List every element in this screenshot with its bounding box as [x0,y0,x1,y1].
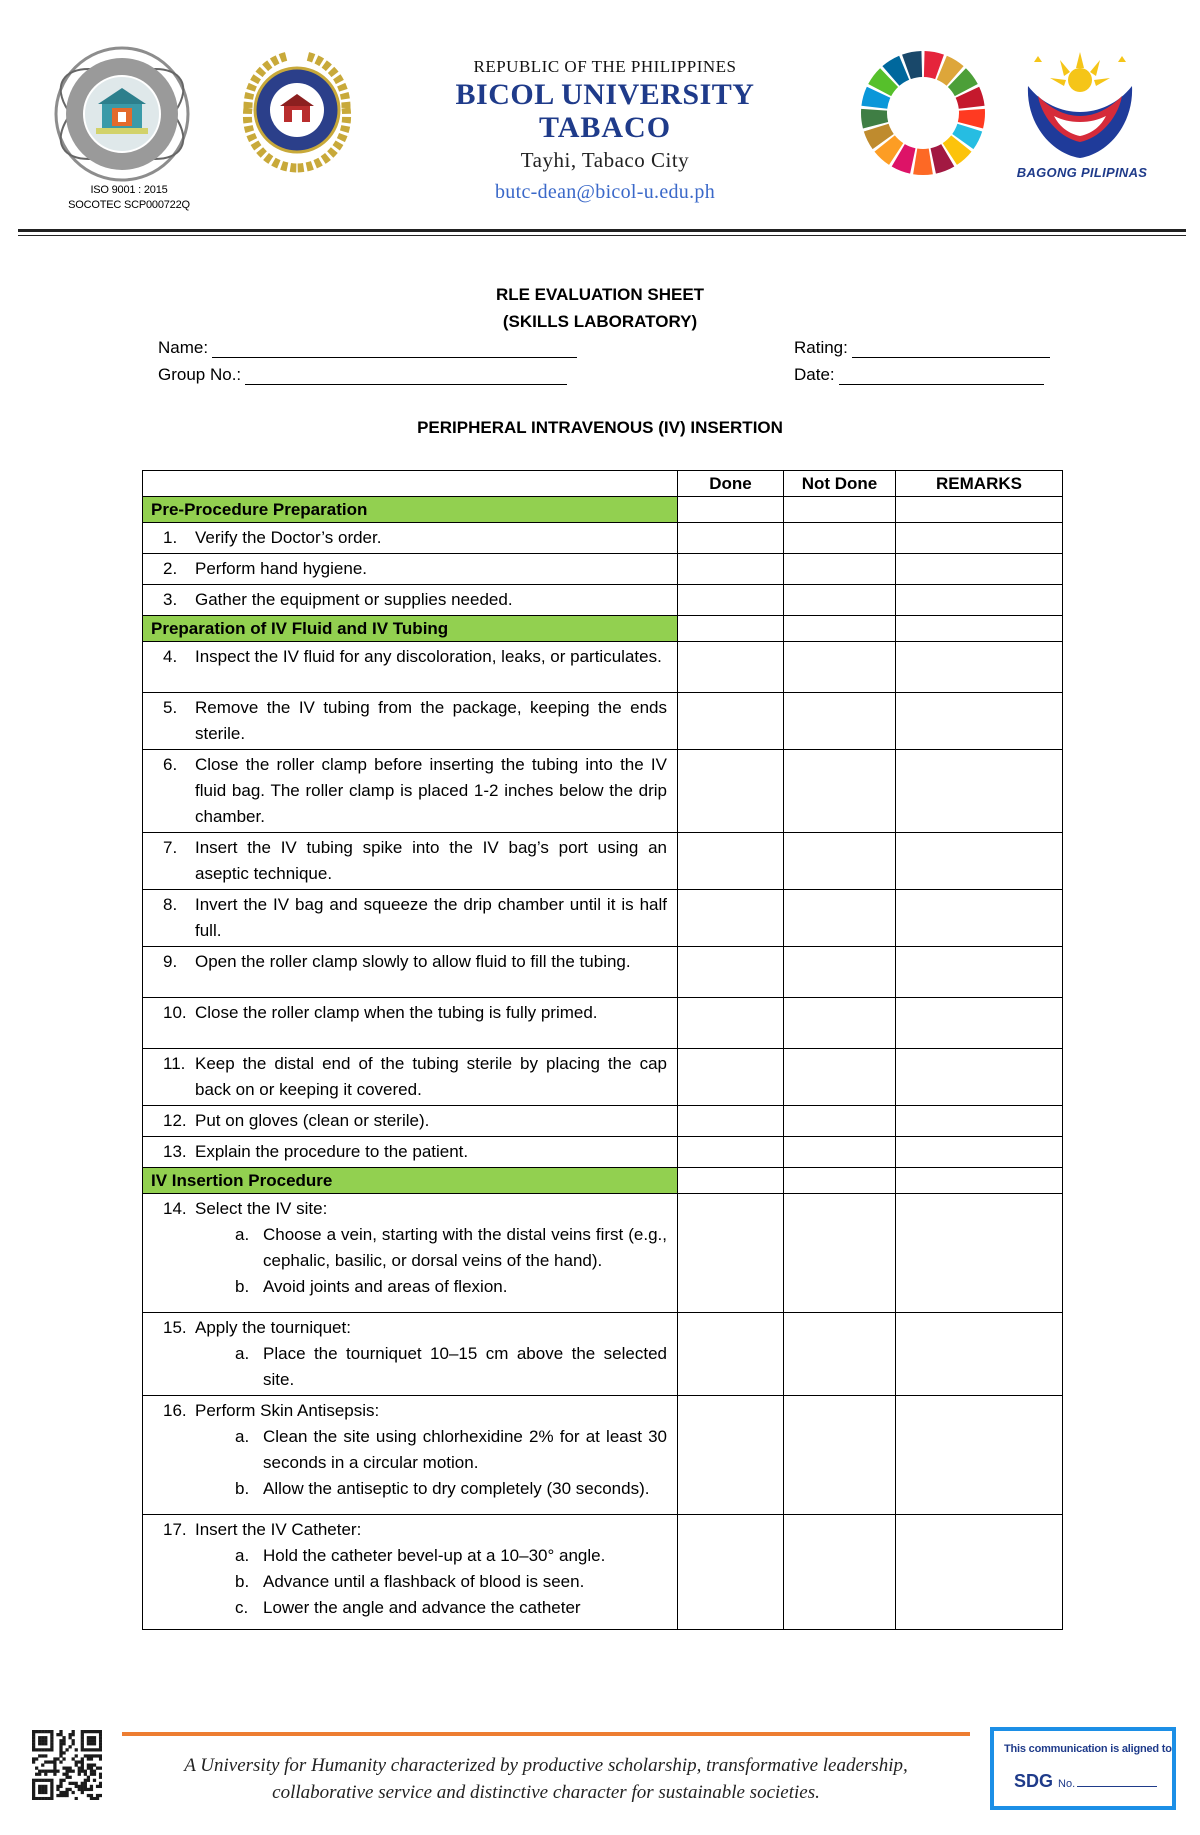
cell-not-done[interactable] [784,1515,896,1630]
sub-step [163,1341,667,1393]
table-row [143,1313,1063,1396]
step-cell [143,1396,678,1515]
step-cell [143,998,678,1049]
cell-done[interactable] [678,523,784,554]
step-text: Open the roller clamp slowly to allow fluid to fill the tubing. [195,952,631,971]
cell-done[interactable] [678,585,784,616]
cell-remarks[interactable] [896,750,1063,833]
sub-step [163,1595,667,1621]
cell-not-done[interactable] [784,1313,896,1396]
step-cell [143,1194,678,1313]
step-cell [143,1515,678,1630]
date-field[interactable] [794,365,1044,385]
cell-remarks[interactable] [896,1396,1063,1515]
sub-step-letter: a. [235,1546,250,1565]
step-line [163,556,667,582]
cell-done[interactable] [678,750,784,833]
step-line [163,1196,667,1222]
sub-step-text: Lower the angle and advance the catheter [263,1598,581,1617]
cell-done[interactable] [678,1194,784,1313]
cell-done[interactable] [678,1049,784,1106]
table-row [143,833,1063,890]
table-row [143,1137,1063,1168]
sdg-no-label: No. [1058,1778,1076,1790]
step-text: Close the roller clamp when the tubing is fully primed. [195,1003,598,1022]
sub-step [163,1274,667,1300]
cell-done[interactable] [678,998,784,1049]
cell-done[interactable] [678,1313,784,1396]
table-row [143,523,1063,554]
cell-done[interactable] [678,1137,784,1168]
step-text: Put on gloves (clean or sterile). [195,1111,430,1130]
header-done: Done [678,471,784,497]
step-number: 10. [163,1003,187,1022]
cell-remarks[interactable] [896,585,1063,616]
cell-not-done[interactable] [784,1137,896,1168]
step-line [163,1000,667,1026]
sub-step [163,1222,667,1274]
step-cell [143,890,678,947]
step-cell [143,642,678,693]
sub-step-text: Choose a vein, starting with the distal veins first (e.g., cephalic, basilic, or dorsal veins of the hand). [263,1225,667,1270]
step-line [163,892,667,944]
header-rule-thin [18,235,1186,236]
table-row [143,947,1063,998]
cell-done[interactable] [678,1396,784,1515]
motto-line-1: A University for Humanity characterized by productive scholarship, transformative leadership, [184,1755,908,1776]
table-row [143,998,1063,1049]
step-line [163,587,667,613]
cell-remarks[interactable] [896,693,1063,750]
evaluation-table [142,470,1063,1630]
republic-label: REPUBLIC OF THE PHILIPPINES [473,57,737,76]
cell-remarks[interactable] [896,523,1063,554]
section-title: Pre-Procedure Preparation [143,497,678,523]
sub-step-letter: c. [235,1598,249,1617]
step-cell [143,947,678,998]
sub-step-text: Clean the site using chlorhexidine 2% for at least 30 seconds in a circular motion. [263,1427,667,1472]
step-text: Insert the IV Catheter: [195,1520,362,1539]
step-text: Gather the equipment or supplies needed. [195,590,513,609]
step-cell [143,585,678,616]
cell-done[interactable] [678,1168,784,1194]
name-field[interactable] [158,338,577,358]
step-number: 13. [163,1142,187,1161]
step-cell [143,1106,678,1137]
sdg-alignment-box [990,1727,1176,1810]
cell-not-done[interactable] [784,750,896,833]
motto-line-2: collaborative service and distinctive character for sustainable societies. [272,1782,820,1803]
cell-not-done[interactable] [784,1194,896,1313]
iso-certification [54,183,204,213]
step-number: 7. [163,838,178,857]
step-line [163,525,667,551]
iso-line-1: ISO 9001 : 2015 [90,184,168,196]
cell-not-done[interactable] [784,693,896,750]
cell-remarks[interactable] [896,1194,1063,1313]
cell-not-done[interactable] [784,523,896,554]
form-subtitle: (SKILLS LABORATORY) [502,312,698,331]
sub-step-letter: a. [235,1427,250,1446]
university-motto [122,1752,970,1806]
cell-remarks[interactable] [896,497,1063,523]
sdg-label: SDG [1014,1771,1054,1791]
table-row [143,750,1063,833]
cell-not-done[interactable] [784,1396,896,1515]
table-row [143,693,1063,750]
cell-done[interactable] [678,693,784,750]
step-cell [143,523,678,554]
cell-not-done[interactable] [784,1106,896,1137]
letterhead [400,56,810,209]
step-text: Close the roller clamp before inserting the tubing into the IV fluid bag. The roller clamp is placed 1-2 inches below the drip chamber. [195,755,667,826]
table-row [143,1049,1063,1106]
step-line [163,1139,667,1165]
group-label: Group No.: [158,365,242,384]
table-row [143,1515,1063,1630]
sub-step-letter: b. [235,1479,250,1498]
sdg-wheel-logo [858,48,988,178]
step-number: 3. [163,590,178,609]
bagong-pilipinas-text: BAGONG PILIPINAS [1016,165,1148,180]
cell-remarks[interactable] [896,1168,1063,1194]
bicol-university-seal-logo [52,44,192,184]
cell-done[interactable] [678,554,784,585]
step-cell [143,554,678,585]
rating-field[interactable] [794,338,1050,358]
table-row [143,1106,1063,1137]
cell-remarks[interactable] [896,833,1063,890]
sub-step [163,1543,667,1569]
step-line [163,1398,667,1424]
step-line [163,949,667,975]
cell-not-done[interactable] [784,585,896,616]
table-header-row [143,471,1063,497]
table-row [143,890,1063,947]
form-title: RLE EVALUATION SHEET [495,285,705,304]
table-row [143,585,1063,616]
sub-step-text: Place the tourniquet 10–15 cm above the selected site. [263,1344,667,1389]
step-number: 1. [163,528,178,547]
sdg-wheel-segment [913,149,933,175]
sub-step-letter: a. [235,1225,250,1244]
step-text: Explain the procedure to the patient. [195,1142,469,1161]
sub-step [163,1424,667,1476]
header-rule-thick [18,229,1186,232]
cell-remarks[interactable] [896,1049,1063,1106]
university-name: BICOL UNIVERSITY [455,78,755,111]
step-line [163,1517,667,1543]
section-row [143,1168,1063,1194]
cell-remarks[interactable] [896,642,1063,693]
step-number: 5. [163,698,178,717]
step-text: Invert the IV bag and squeeze the drip chamber until it is half full. [195,895,667,940]
cell-remarks[interactable] [896,1515,1063,1630]
cell-not-done[interactable] [784,642,896,693]
step-line [163,1315,667,1341]
step-text: Remove the IV tubing from the package, keeping the ends sterile. [195,698,667,743]
step-cell [143,1313,678,1396]
campus-email[interactable]: butc-dean@bicol-u.edu.ph [495,181,715,203]
step-text: Keep the distal end of the tubing sterile by placing the cap back on or keeping it covered. [195,1054,667,1099]
cell-remarks[interactable] [896,890,1063,947]
step-cell [143,833,678,890]
rating-label: Rating: [794,338,848,357]
sub-step-text: Hold the catheter bevel-up at a 10–30° angle. [263,1546,606,1565]
iso-line-2: SOCOTEC SCP000722Q [68,199,190,211]
step-number: 12. [163,1111,187,1130]
qr-code[interactable] [32,1730,102,1800]
step-text: Insert the IV tubing spike into the IV bag’s port using an aseptic technique. [195,838,667,883]
section-title: IV Insertion Procedure [143,1168,678,1194]
table-row [143,554,1063,585]
step-line [163,752,667,830]
table-row [143,642,1063,693]
sub-step-text: Advance until a flashback of blood is seen. [263,1572,585,1591]
table-row [143,1194,1063,1313]
cell-done[interactable] [678,1515,784,1630]
cell-not-done[interactable] [784,998,896,1049]
sub-step [163,1569,667,1595]
date-label: Date: [794,365,835,384]
step-number: 16. [163,1401,187,1420]
step-cell [143,750,678,833]
step-text: Select the IV site: [195,1199,328,1218]
cell-remarks[interactable] [896,998,1063,1049]
step-number: 8. [163,895,178,914]
cell-not-done[interactable] [784,497,896,523]
header-not-done: Not Done [784,471,896,497]
bagong-pilipinas-logo [1020,46,1140,164]
header-remarks: REMARKS [896,471,1063,497]
cell-done[interactable] [678,1106,784,1137]
cell-not-done[interactable] [784,890,896,947]
cell-done[interactable] [678,947,784,998]
step-number: 14. [163,1199,187,1218]
cell-not-done[interactable] [784,616,896,642]
sub-step-letter: b. [235,1277,250,1296]
sub-step-text: Allow the antiseptic to dry completely (30 seconds). [263,1479,650,1498]
cell-done[interactable] [678,890,784,947]
group-field[interactable] [158,365,567,385]
name-label: Name: [158,338,209,357]
cell-done[interactable] [678,616,784,642]
header-blank [143,471,678,497]
cell-not-done[interactable] [784,947,896,998]
cell-remarks[interactable] [896,947,1063,998]
campus-address: Tayhi, Tabaco City [520,148,690,172]
section-row [143,616,1063,642]
sdg-number-field[interactable] [1014,1771,1157,1792]
step-line [163,644,667,670]
name-blank[interactable] [212,341,577,358]
step-number: 11. [163,1054,186,1073]
cell-not-done[interactable] [784,554,896,585]
cell-remarks[interactable] [896,554,1063,585]
step-number: 4. [163,647,178,666]
cell-not-done[interactable] [784,1049,896,1106]
cell-remarks[interactable] [896,1313,1063,1396]
bicol-university-laurel-seal-logo [228,38,366,180]
campus-name: TABACO [538,111,672,144]
cell-not-done[interactable] [784,833,896,890]
step-text: Verify the Doctor’s order. [195,528,382,547]
cell-done[interactable] [678,833,784,890]
sub-step [163,1476,667,1502]
footer-rule [122,1732,970,1736]
sub-step-letter: b. [235,1572,250,1591]
step-text: Perform Skin Antisepsis: [195,1401,380,1420]
cell-done[interactable] [678,642,784,693]
step-cell [143,1137,678,1168]
cell-not-done[interactable] [784,1168,896,1194]
step-number: 2. [163,559,178,578]
group-blank[interactable] [245,368,567,385]
procedure-title: PERIPHERAL INTRAVENOUS (IV) INSERTION [417,418,783,437]
step-text: Inspect the IV fluid for any discoloration, leaks, or particulates. [195,647,662,666]
step-line [163,835,667,887]
cell-remarks[interactable] [896,1106,1063,1137]
sdg-aligned-text: This communication is aligned to [1004,1743,1172,1755]
step-number: 6. [163,755,178,774]
sdg-blank[interactable] [1077,1786,1157,1787]
sub-step-letter: a. [235,1344,250,1363]
sub-step-text: Avoid joints and areas of flexion. [263,1277,508,1296]
step-line [163,1051,667,1103]
step-line [163,695,667,747]
cell-remarks[interactable] [896,1137,1063,1168]
section-row [143,497,1063,523]
step-number: 9. [163,952,178,971]
table-row [143,1396,1063,1515]
step-text: Perform hand hygiene. [195,559,367,578]
section-title: Preparation of IV Fluid and IV Tubing [143,616,678,642]
step-number: 17. [163,1520,187,1539]
step-number: 15. [163,1318,187,1337]
step-cell [143,693,678,750]
step-cell [143,1049,678,1106]
step-text: Apply the tourniquet: [195,1318,351,1337]
rating-blank[interactable] [852,341,1050,358]
cell-remarks[interactable] [896,616,1063,642]
date-blank[interactable] [839,368,1044,385]
cell-done[interactable] [678,497,784,523]
step-line [163,1108,667,1134]
